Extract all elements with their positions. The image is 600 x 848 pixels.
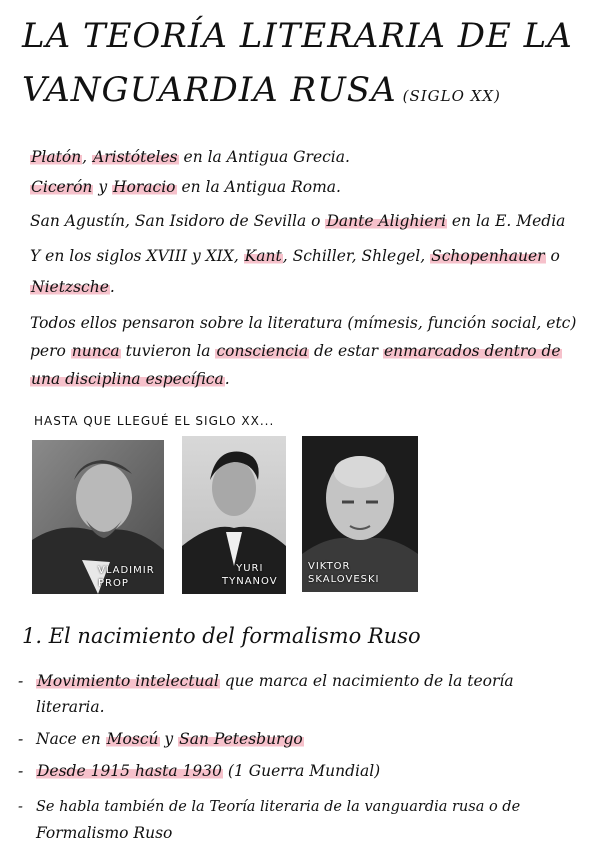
- title-line-1: LA TEORÍA LITERARIA DE LA: [22, 16, 573, 56]
- text: o: [545, 247, 560, 265]
- bullet-dash: -: [18, 762, 24, 780]
- highlight-horacio: Horacio: [113, 178, 176, 196]
- text: tuvieron la: [120, 342, 216, 360]
- text: y: [159, 730, 179, 748]
- photo-yuri-tynanov: [182, 436, 286, 594]
- text: Nace en: [36, 730, 106, 748]
- intro-line-3: [30, 210, 590, 232]
- intro-line-4: [30, 245, 590, 267]
- highlight-ciceron: Cicerón: [31, 178, 93, 196]
- caption-line-2: PROP: [98, 578, 129, 589]
- bullet-3: [18, 760, 578, 782]
- text: en la Antigua Roma.: [176, 178, 341, 196]
- highlight-nunca: nunca: [71, 342, 120, 360]
- text: Y en los siglos XVIII y XIX,: [30, 247, 244, 265]
- text: y: [93, 178, 113, 196]
- caption-line-1: VLADIMIR: [98, 565, 155, 576]
- text: de estar: [309, 342, 383, 360]
- photo-viktor-skalovski: [302, 436, 418, 592]
- text: en la Antigua Grecia.: [178, 148, 350, 166]
- bullet-1-line-2: literaria.: [36, 698, 105, 716]
- highlight-platon: Platón: [31, 148, 82, 166]
- bullet-dash: -: [18, 672, 24, 690]
- highlight-consciencia: consciencia: [216, 342, 309, 360]
- photo-vladimir-prop: [32, 440, 164, 594]
- highlight-aristoteles: Aristóteles: [93, 148, 178, 166]
- intro-line-5: [30, 276, 590, 298]
- title-subtitle: (SIGLO XX): [402, 87, 501, 105]
- highlight-enmarcados: enmarcados dentro de: [383, 342, 561, 360]
- intro-line-2: [30, 176, 590, 198]
- intro-line-1: [30, 146, 590, 168]
- text: que marca el nacimiento de la teoría: [219, 672, 514, 690]
- highlight-kant: Kant: [244, 247, 282, 265]
- highlight-moscu: Moscú: [106, 730, 159, 748]
- highlight-dante: Dante Alighieri: [326, 212, 446, 230]
- caption-viktor: [308, 560, 380, 586]
- intro-line-7: [30, 340, 590, 362]
- bullet-4-line-2: Formalismo Ruso: [36, 824, 173, 842]
- text: San Agustín, San Isidoro de Sevilla o: [30, 212, 326, 230]
- highlight-san-petesburgo: San Petesburgo: [179, 730, 303, 748]
- caption-line-2: TYNANOV: [222, 576, 278, 587]
- text: .: [224, 370, 230, 388]
- caption-line-1: YURI: [236, 563, 264, 574]
- title-main: VANGUARDIA RUSA: [22, 70, 397, 110]
- caption-yuri: [222, 562, 278, 588]
- caption-line-1: VIKTOR: [308, 561, 351, 572]
- highlight-nietzsche: Nietzsche: [31, 278, 109, 296]
- text: pero: [30, 342, 71, 360]
- bullet-2: [18, 728, 578, 750]
- text: en la E. Media: [446, 212, 566, 230]
- text: , Schiller, Shlegel,: [282, 247, 431, 265]
- highlight-movimiento: Movimiento intelectual: [37, 672, 219, 690]
- intro-line-8: [30, 368, 590, 390]
- title-line-2: [22, 66, 582, 120]
- text: .: [109, 278, 115, 296]
- text: (1 Guerra Mundial): [222, 762, 381, 780]
- highlight-disciplina: una disciplina específica: [31, 370, 224, 388]
- highlight-dates: Desde 1915 hasta 1930: [37, 762, 222, 780]
- highlight-schopenhauer: Schopenhauer: [431, 247, 545, 265]
- text: Se habla también de la Teoría literaria de la vanguardia rusa o de: [36, 799, 521, 815]
- caption-line-2: SKALOVESKI: [308, 574, 380, 585]
- hasta-que-text: HASTA QUE LLEGUÉ EL SIGLO XX...: [34, 414, 275, 428]
- text: ,: [82, 148, 93, 166]
- bullet-dash: -: [18, 730, 24, 748]
- bullet-dash: -: [18, 799, 23, 815]
- bullet-1-line-1: [18, 670, 578, 692]
- section-heading: 1. El nacimiento del formalismo Ruso: [22, 624, 421, 648]
- bullet-4-line-1: [18, 796, 578, 818]
- caption-vladimir: [98, 564, 155, 590]
- intro-line-6: Todos ellos pensaron sobre la literatura (mímesis, función social, etc): [30, 314, 577, 332]
